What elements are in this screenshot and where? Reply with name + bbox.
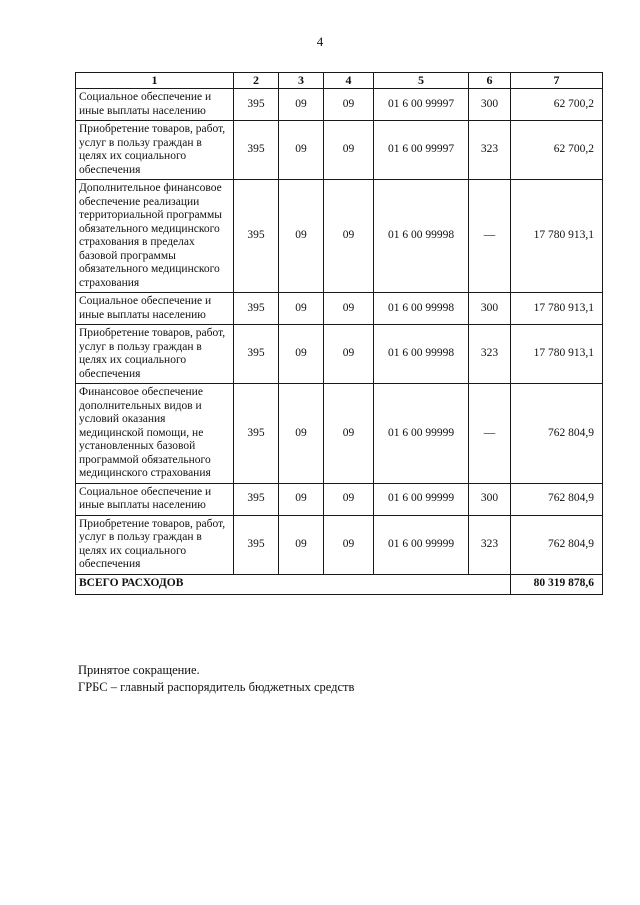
table-row <box>76 293 603 325</box>
row-expense-type: 323 <box>469 515 511 574</box>
row-expense-type: 323 <box>469 325 511 384</box>
table-row <box>76 483 603 515</box>
row-target-article: 01 6 00 99997 <box>374 121 469 180</box>
row-section: 09 <box>279 121 324 180</box>
column-header-7: 7 <box>511 73 603 89</box>
column-header-6: 6 <box>469 73 511 89</box>
row-amount: 17 780 913,1 <box>511 325 603 384</box>
row-grbs-code: 395 <box>234 180 279 293</box>
row-grbs-code: 395 <box>234 89 279 121</box>
table-row <box>76 121 603 180</box>
row-name: Дополнительное финансовое обеспечение реализации территориальной программы обязательного медицинского страхования в пределах базовой программы обязательного медицинского страхования <box>76 180 234 293</box>
row-target-article: 01 6 00 99997 <box>374 89 469 121</box>
row-section: 09 <box>279 515 324 574</box>
row-subsection: 09 <box>324 515 374 574</box>
row-expense-type: — <box>469 384 511 484</box>
total-spacer <box>279 574 324 594</box>
row-target-article: 01 6 00 99998 <box>374 293 469 325</box>
row-section: 09 <box>279 180 324 293</box>
table-row <box>76 89 603 121</box>
row-name: Социальное обеспечение и иные выплаты населению <box>76 483 234 515</box>
column-header-1: 1 <box>76 73 234 89</box>
row-section: 09 <box>279 89 324 121</box>
row-grbs-code: 395 <box>234 121 279 180</box>
row-name: Приобретение товаров, работ, услуг в пользу граждан в целях их социального обеспечения <box>76 325 234 384</box>
row-name: Социальное обеспечение и иные выплаты населению <box>76 89 234 121</box>
row-amount: 762 804,9 <box>511 384 603 484</box>
abbreviation-note-text: ГРБС – главный распорядитель бюджетных средств <box>78 680 355 694</box>
row-grbs-code: 395 <box>234 483 279 515</box>
row-target-article: 01 6 00 99998 <box>374 325 469 384</box>
total-spacer <box>469 574 511 594</box>
row-name: Финансовое обеспечение дополнительных видов и условий оказания медицинской помощи, не установленных базовой программой обязательного медицинского страхования <box>76 384 234 484</box>
row-target-article: 01 6 00 99999 <box>374 384 469 484</box>
table-row <box>76 180 603 293</box>
table-row <box>76 515 603 574</box>
column-header-4: 4 <box>324 73 374 89</box>
total-label: ВСЕГО РАСХОДОВ <box>76 574 279 594</box>
row-expense-type: 300 <box>469 483 511 515</box>
row-section: 09 <box>279 483 324 515</box>
row-expense-type: 300 <box>469 89 511 121</box>
row-subsection: 09 <box>324 384 374 484</box>
row-subsection: 09 <box>324 293 374 325</box>
column-header-3: 3 <box>279 73 324 89</box>
row-target-article: 01 6 00 99999 <box>374 483 469 515</box>
row-amount: 17 780 913,1 <box>511 293 603 325</box>
row-grbs-code: 395 <box>234 384 279 484</box>
row-amount: 62 700,2 <box>511 89 603 121</box>
row-name: Приобретение товаров, работ, услуг в пользу граждан в целях их социального обеспечения <box>76 121 234 180</box>
header-row <box>76 73 603 89</box>
total-spacer <box>324 574 374 594</box>
row-subsection: 09 <box>324 121 374 180</box>
total-spacer <box>374 574 469 594</box>
row-subsection: 09 <box>324 483 374 515</box>
budget-expenses-table <box>75 72 603 595</box>
row-grbs-code: 395 <box>234 325 279 384</box>
column-header-5: 5 <box>374 73 469 89</box>
row-amount: 762 804,9 <box>511 515 603 574</box>
row-amount: 762 804,9 <box>511 483 603 515</box>
row-section: 09 <box>279 384 324 484</box>
row-grbs-code: 395 <box>234 515 279 574</box>
row-target-article: 01 6 00 99998 <box>374 180 469 293</box>
column-header-2: 2 <box>234 73 279 89</box>
row-amount: 17 780 913,1 <box>511 180 603 293</box>
table-row <box>76 384 603 484</box>
row-name: Приобретение товаров, работ, услуг в пользу граждан в целях их социального обеспечения <box>76 515 234 574</box>
total-amount: 80 319 878,6 <box>511 574 603 594</box>
abbreviation-note-title: Принятое сокращение. <box>78 663 200 677</box>
table-row <box>76 325 603 384</box>
row-expense-type: 323 <box>469 121 511 180</box>
row-section: 09 <box>279 325 324 384</box>
total-row <box>76 574 603 594</box>
row-expense-type: 300 <box>469 293 511 325</box>
row-subsection: 09 <box>324 180 374 293</box>
row-name: Социальное обеспечение и иные выплаты населению <box>76 293 234 325</box>
row-target-article: 01 6 00 99999 <box>374 515 469 574</box>
row-expense-type: — <box>469 180 511 293</box>
row-section: 09 <box>279 293 324 325</box>
row-amount: 62 700,2 <box>511 121 603 180</box>
row-subsection: 09 <box>324 89 374 121</box>
page-number: 4 <box>316 34 324 49</box>
row-grbs-code: 395 <box>234 293 279 325</box>
row-subsection: 09 <box>324 325 374 384</box>
